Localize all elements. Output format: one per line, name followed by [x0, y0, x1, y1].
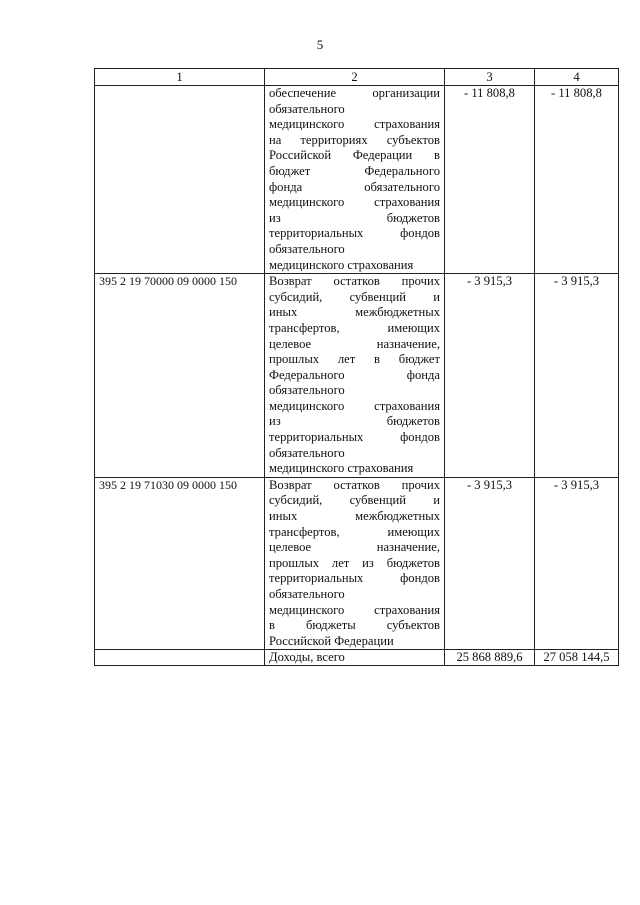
description-line: обязательного	[269, 383, 345, 398]
description-line: фонда обязательного	[269, 179, 440, 194]
description-line: медицинского страхования	[269, 117, 440, 132]
amount-col4: - 11 808,8	[535, 86, 619, 274]
total-row	[95, 650, 619, 666]
header-col-1: 1	[95, 69, 265, 86]
description-line: бюджет Федерального	[269, 163, 440, 178]
table-row	[95, 477, 619, 650]
description-line: Возврат остатков прочих	[269, 477, 440, 492]
description-line: иных межбюджетных	[269, 305, 440, 320]
budget-table	[94, 68, 619, 666]
description-line: трансфертов, имеющих	[269, 524, 440, 539]
amount-col3: - 11 808,8	[445, 86, 535, 274]
description-line: субсидий, субвенций и	[269, 289, 440, 304]
total-label: Доходы, всего	[265, 650, 445, 666]
total-code-cell	[95, 650, 265, 666]
description-line: в бюджеты субъектов	[269, 618, 440, 633]
table-row	[95, 274, 619, 478]
description-line: Федерального фонда	[269, 367, 440, 382]
description-line: из бюджетов	[269, 210, 440, 225]
description-line: медицинского страхования	[269, 602, 440, 617]
description-line: медицинского страхования	[269, 195, 440, 210]
description-line: целевое назначение,	[269, 540, 440, 555]
description-line: целевое назначение,	[269, 336, 440, 351]
amount-col4: - 3 915,3	[535, 477, 619, 650]
description-line: прошлых лет из бюджетов	[269, 555, 440, 570]
amount-col3: - 3 915,3	[445, 477, 535, 650]
description-line: Российской Федерации в	[269, 148, 440, 163]
description-line: из бюджетов	[269, 414, 440, 429]
amount-col4: - 3 915,3	[535, 274, 619, 478]
budget-code-cell	[95, 86, 265, 274]
description-cell	[265, 477, 445, 650]
description-last-line: медицинского страхования	[269, 257, 414, 272]
table-body	[95, 86, 619, 666]
budget-code-cell: 395 2 19 70000 09 0000 150	[95, 274, 265, 478]
page-number: 5	[316, 37, 324, 52]
total-amount-col3: 25 868 889,6	[445, 650, 535, 666]
description-line: обеспечение организации	[269, 86, 440, 100]
total-amount-col4: 27 058 144,5	[535, 650, 619, 666]
description-line: иных межбюджетных	[269, 509, 440, 524]
description-line: медицинского страхования	[269, 398, 440, 413]
description-line: трансфертов, имеющих	[269, 320, 440, 335]
header-col-3: 3	[445, 69, 535, 86]
description-line: прошлых лет в бюджет	[269, 352, 440, 367]
amount-col3: - 3 915,3	[445, 274, 535, 478]
description-cell	[265, 86, 445, 274]
description-line: территориальных фондов	[269, 571, 440, 586]
description-line: обязательного	[269, 587, 345, 601]
description-last-line: медицинского страхования	[269, 461, 414, 476]
description-line: на территориях субъектов	[269, 132, 440, 147]
budget-code-cell: 395 2 19 71030 09 0000 150	[95, 477, 265, 650]
description-last-line: Российской Федерации	[269, 633, 394, 648]
description-cell	[265, 274, 445, 478]
description-line: обязательного	[269, 241, 345, 256]
description-line: субсидий, субвенций и	[269, 493, 440, 508]
header-col-4: 4	[535, 69, 619, 86]
description-line: территориальных фондов	[269, 430, 440, 445]
description-line: обязательного	[269, 445, 345, 460]
description-line: территориальных фондов	[269, 226, 440, 241]
table-row	[95, 86, 619, 274]
description-line: Возврат остатков прочих	[269, 274, 440, 289]
header-col-2: 2	[265, 69, 445, 86]
description-line: обязательного	[269, 101, 345, 116]
table-header-row	[95, 69, 619, 86]
